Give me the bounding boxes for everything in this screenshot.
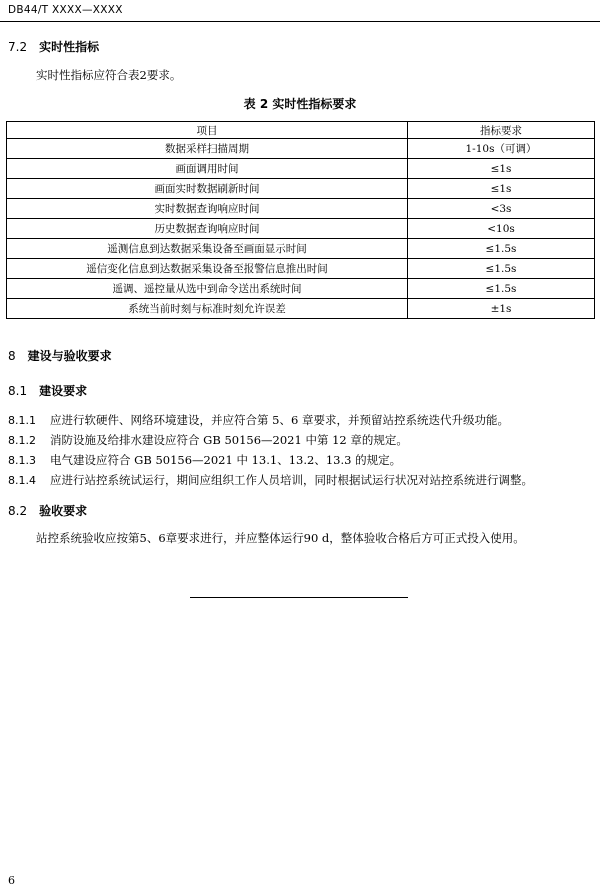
table-row <box>7 239 595 259</box>
section-7-2-text: 实时性指标应符合表2要求。 <box>36 68 182 82</box>
table-row <box>7 159 595 179</box>
clause-text: 电气建设应符合 GB 50156—2021 中 13.1、13.2、13.3 的规定。 <box>50 453 402 467</box>
clause-number: 8.1.2 <box>8 434 36 447</box>
table-header-row <box>7 122 595 139</box>
clause-8-1-3 <box>8 452 401 468</box>
clause-8-1-4 <box>8 472 533 488</box>
table-row <box>7 199 595 219</box>
clause-text: 应进行站控系统试运行，期间应组织工作人员培训，同时根据试运行状况对站控系统进行调整。 <box>50 473 533 487</box>
clause-number: 8.1.1 <box>8 414 36 427</box>
clause-number: 8.1.3 <box>8 454 36 467</box>
section-title: 建设与验收要求 <box>27 349 112 363</box>
cell-item: 遥测信息到达数据采集设备至画面显示时间 <box>7 239 408 259</box>
table-row <box>7 259 595 279</box>
cell-item: 历史数据查询响应时间 <box>7 219 408 239</box>
section-8-heading <box>8 347 112 364</box>
column-header-requirement: 指标要求 <box>408 122 595 139</box>
cell-item: 实时数据查询响应时间 <box>7 199 408 219</box>
table-row <box>7 219 595 239</box>
clause-text: 消防设施及给排水建设应符合 GB 50156—2021 中第 12 章的规定。 <box>50 433 408 447</box>
cell-requirement: ≤1.5s <box>408 259 595 279</box>
cell-requirement: <3s <box>408 199 595 219</box>
cell-item: 系统当前时刻与标准时刻允许误差 <box>7 299 408 319</box>
cell-requirement: ≤1.5s <box>408 239 595 259</box>
section-number: 8.1 <box>8 384 28 398</box>
section-number: 8.2 <box>8 504 28 518</box>
section-number: 8 <box>8 349 16 363</box>
end-of-text-rule <box>190 597 408 598</box>
cell-item: 数据采样扫描周期 <box>7 139 408 159</box>
table-row <box>7 279 595 299</box>
cell-item: 画面实时数据刷新时间 <box>7 179 408 199</box>
cell-item: 遥调、遥控量从选中到命令送出系统时间 <box>7 279 408 299</box>
section-8-1-heading <box>8 382 87 399</box>
table-row <box>7 139 595 159</box>
section-title: 建设要求 <box>39 384 88 398</box>
section-number: 7.2 <box>8 40 28 54</box>
table-row <box>7 179 595 199</box>
table-caption: 表 2 实时性指标要求 <box>243 97 357 111</box>
section-title: 验收要求 <box>39 504 88 518</box>
section-8-2-heading <box>8 502 87 519</box>
header-rule <box>0 21 600 22</box>
clause-text: 应进行软硬件、网络环境建设，并应符合第 5、6 章要求，并预留站控系统迭代升级功能。 <box>50 413 509 427</box>
cell-requirement: ≤1s <box>408 159 595 179</box>
clause-number: 8.1.4 <box>8 474 36 487</box>
section-8-2-text: 站控系统验收应按第5、6章要求进行，并应整体运行90 d，整体验收合格后方可正式投入使用。 <box>36 531 525 545</box>
realtime-spec-table <box>6 121 595 319</box>
cell-item: 遥信变化信息到达数据采集设备至报警信息推出时间 <box>7 259 408 279</box>
table-row <box>7 299 595 319</box>
column-header-item: 项目 <box>7 122 408 139</box>
clause-8-1-1 <box>8 412 509 428</box>
section-title: 实时性指标 <box>39 40 100 54</box>
clause-8-1-2 <box>8 432 408 448</box>
cell-requirement: <10s <box>408 219 595 239</box>
cell-requirement: ≤1.5s <box>408 279 595 299</box>
cell-requirement: ±1s <box>408 299 595 319</box>
document-code: DB44/T XXXX—XXXX <box>8 4 123 16</box>
cell-requirement: ≤1s <box>408 179 595 199</box>
cell-item: 画面调用时间 <box>7 159 408 179</box>
section-7-2-heading <box>8 38 99 55</box>
page-number: 6 <box>8 874 15 887</box>
cell-requirement: 1-10s（可调） <box>408 139 595 159</box>
